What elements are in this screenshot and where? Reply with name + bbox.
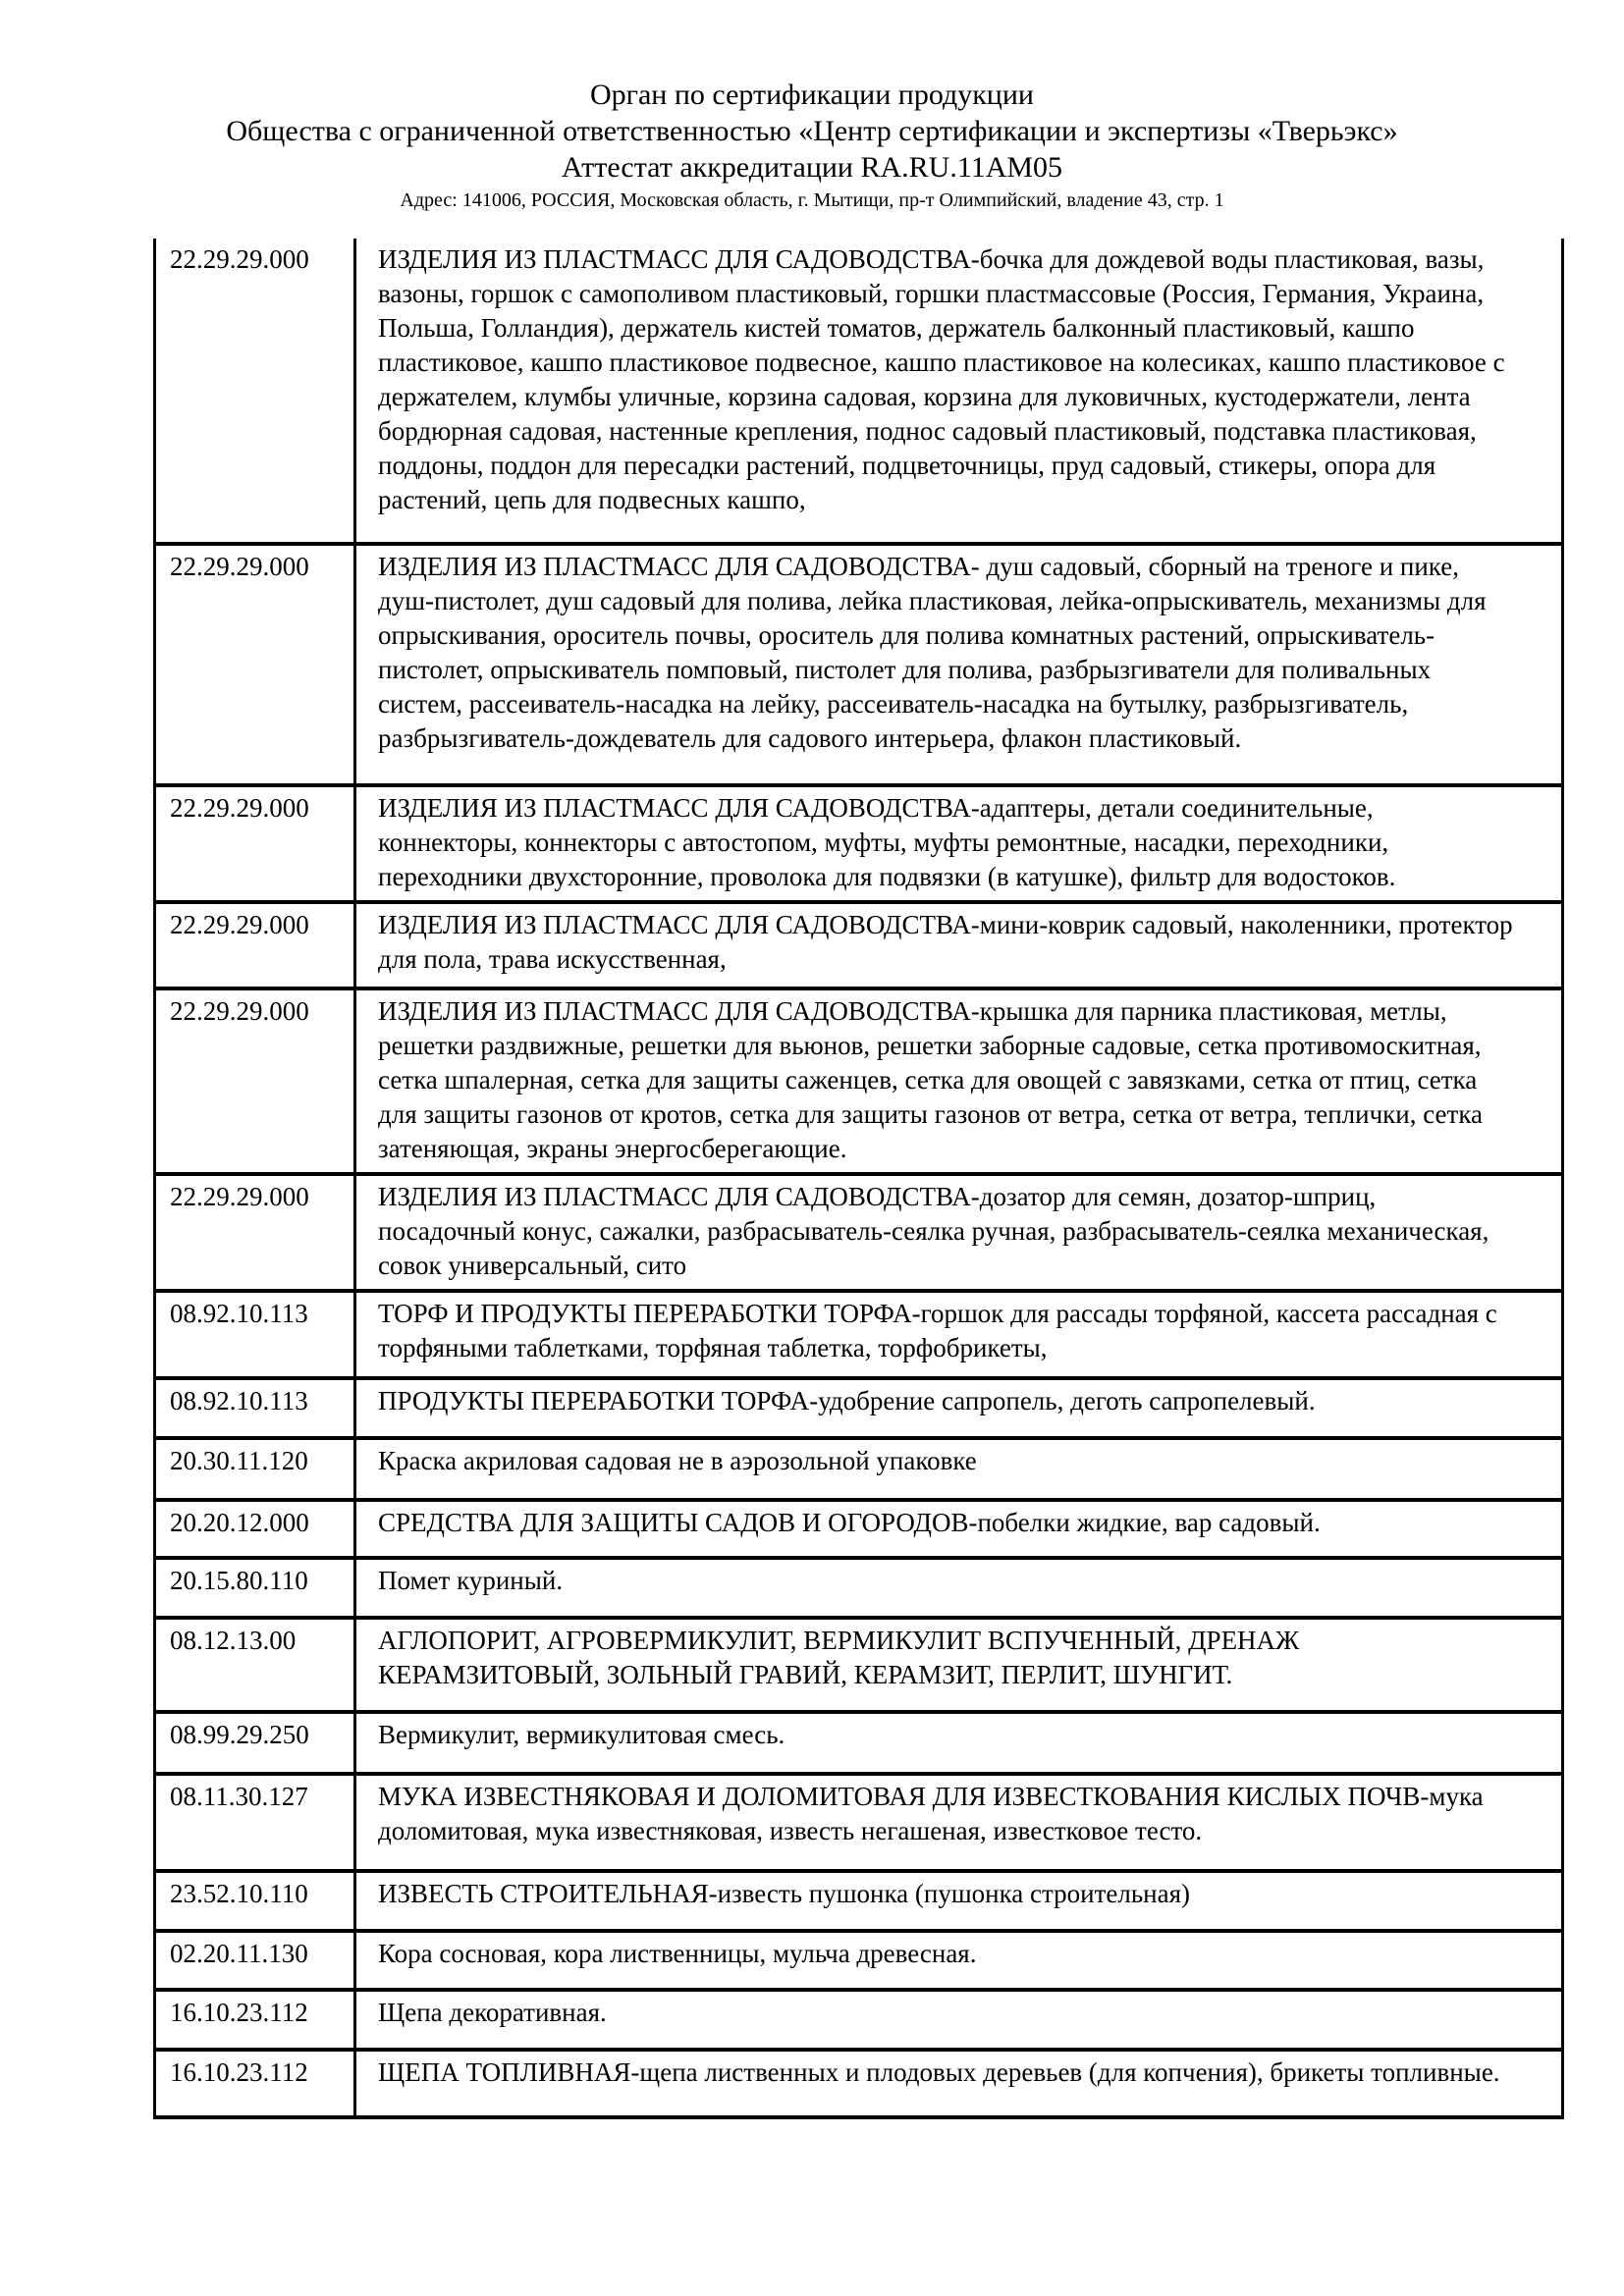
row-code: 22.29.29.000 xyxy=(170,910,309,939)
row-code: 16.10.23.112 xyxy=(170,1998,308,2027)
table-row xyxy=(156,1293,1561,1380)
row-description: Щепа декоративная. xyxy=(353,1992,1561,2048)
table-row xyxy=(156,1440,1561,1502)
table-row xyxy=(156,239,1561,546)
row-code: 22.29.29.000 xyxy=(170,996,309,1026)
row-description: ИЗДЕЛИЯ ИЗ ПЛАСТМАСС ДЛЯ САДОВОДСТВА-бочка для дождевой воды пластиковая, вазы, вазоны, горшок с самополивом пластиковый, горшки пластмассовые (Россия, Германия, Украина, Польша, Голландия), держатель кистей томатов, держатель балконный пластиковый, кашпо пластиковое, кашпо пластиковое подвесное, кашпо пластиковое на колесиках, кашпо пластиковое с держателем, клумбы уличные, корзина садовая, корзина для луковичных, кустодержатели, лента бордюрная садовая, настенные крепления, поднос садовый пластиковый, подставка пластиковая, поддоны, поддон для пересадки растений, подцветочницы, пруд садовый, стикеры, опора для растений, цепь для подвесных кашпо, xyxy=(353,239,1561,542)
row-description: ПРОДУКТЫ ПЕРЕРАБОТКИ ТОРФА-удобрение сапропель, деготь сапропелевый. xyxy=(353,1380,1561,1436)
table-row xyxy=(156,1380,1561,1440)
row-description: ИЗДЕЛИЯ ИЗ ПЛАСТМАСС ДЛЯ САДОВОДСТВА-дозатор для семян, дозатор-шприц, посадочный конус, сажалки, разбрасыватель-сеялка ручная, разбрасыватель-сеялка механическая, совок универсальный, сито xyxy=(353,1176,1561,1289)
table-row xyxy=(156,1176,1561,1293)
row-description: МУКА ИЗВЕСТНЯКОВАЯ И ДОЛОМИТОВАЯ ДЛЯ ИЗВЕСТКОВАНИЯ КИСЛЫХ ПОЧВ-мука доломитовая, мука известняковая, известь негашеная, известковое тесто. xyxy=(353,1776,1561,1869)
row-code: 02.20.11.130 xyxy=(170,1939,308,1968)
row-code: 20.15.80.110 xyxy=(170,1566,308,1595)
row-description: ИЗВЕСТЬ СТРОИТЕЛЬНАЯ-известь пушонка (пушонка строительная) xyxy=(353,1873,1561,1929)
row-description: ТОРФ И ПРОДУКТЫ ПЕРЕРАБОТКИ ТОРФА-горшок для рассады торфяной, кассета рассадная с торфяными таблетками, торфяная таблетка, торфобрикеты, xyxy=(353,1293,1561,1376)
header-company-line: Общества с ограниченной ответственностью «Центр сертификации и экспертизы «Тверьэкс» xyxy=(226,115,1398,147)
row-description: ИЗДЕЛИЯ ИЗ ПЛАСТМАСС ДЛЯ САДОВОДСТВА-адаптеры, детали соединительные, коннекторы, коннекторы с автостопом, муфты, муфты ремонтные, насадки, переходники, переходники двухсторонние, проволока для подвязки (в катушке), фильтр для водостоков. xyxy=(353,787,1561,900)
row-description: Краска акриловая садовая не в аэрозольной упаковке xyxy=(353,1440,1561,1498)
row-description: ИЗДЕЛИЯ ИЗ ПЛАСТМАСС ДЛЯ САДОВОДСТВА- душ садовый, сборный на треноге и пике, душ-пистолет, душ садовый для полива, лейка пластиковая, лейка-опрыскиватель, механизмы для опрыскивания, ороситель почвы, ороситель для полива комнатных растений, опрыскиватель-пистолет, опрыскиватель помповый, пистолет для полива, разбрызгиватели для поливальных систем, рассеиватель-насадка на лейку, рассеиватель-насадка на бутылку, разбрызгиватель, разбрызгиватель-дождеватель для садового интерьера, флакон пластиковый. xyxy=(353,546,1561,783)
row-code: 08.11.30.127 xyxy=(170,1782,308,1811)
row-description: СРЕДСТВА ДЛЯ ЗАЩИТЫ САДОВ И ОГОРОДОВ-побелки жидкие, вар садовый. xyxy=(353,1502,1561,1556)
row-description: Помет куриный. xyxy=(353,1560,1561,1616)
row-description: АГЛОПОРИТ, АГРОВЕРМИКУЛИТ, ВЕРМИКУЛИТ ВСПУЧЕННЫЙ, ДРЕНАЖ КЕРАМЗИТОВЫЙ, ЗОЛЬНЫЙ ГРАВИЙ, КЕРАМЗИТ, ПЕРЛИТ, ШУНГИТ. xyxy=(353,1620,1561,1710)
row-code: 22.29.29.000 xyxy=(170,552,309,581)
row-description: Вермикулит, вермикулитовая смесь. xyxy=(353,1714,1561,1772)
row-code: 22.29.29.000 xyxy=(170,244,309,274)
table-row xyxy=(156,1776,1561,1873)
table-row xyxy=(156,787,1561,904)
table-row xyxy=(156,904,1561,990)
table-row xyxy=(156,1992,1561,2052)
certification-table xyxy=(153,239,1564,2119)
table-row xyxy=(156,1933,1561,1992)
table-row xyxy=(156,546,1561,787)
row-description: ИЗДЕЛИЯ ИЗ ПЛАСТМАСС ДЛЯ САДОВОДСТВА-крышка для парника пластиковая, метлы, решетки раздвижные, решетки для вьюнов, решетки заборные садовые, сетка противомоскитная, сетка шпалерная, сетка для защиты саженцев, сетка для овощей с завязками, сетка от птиц, сетка для защиты газонов от кротов, сетка для защиты газонов от ветра, сетка от ветра, теплички, сетка затеняющая, экраны энергосберегающие. xyxy=(353,990,1561,1172)
table-row xyxy=(156,1714,1561,1776)
row-code: 16.10.23.112 xyxy=(170,2057,308,2087)
row-description: ИЗДЕЛИЯ ИЗ ПЛАСТМАСС ДЛЯ САДОВОДСТВА-мини-коврик садовый, наколенники, протектор для пола, трава искусственная, xyxy=(353,904,1561,987)
table-row xyxy=(156,2052,1561,2119)
row-code: 22.29.29.000 xyxy=(170,1182,309,1211)
header-org-line: Орган по сертификации продукции xyxy=(590,79,1034,111)
document-header xyxy=(0,77,1624,215)
table-row xyxy=(156,1502,1561,1560)
row-code: 08.92.10.113 xyxy=(170,1386,308,1415)
row-code: 08.99.29.250 xyxy=(170,1720,309,1749)
row-code: 08.92.10.113 xyxy=(170,1299,308,1328)
row-code: 22.29.29.000 xyxy=(170,793,309,823)
row-description: ЩЕПА ТОПЛИВНАЯ-щепа лиственных и плодовых деревьев (для копчения), брикеты топливные. xyxy=(353,2052,1561,2115)
row-description: Кора сосновая, кора лиственницы, мульча древесная. xyxy=(353,1933,1561,1988)
header-address-line: Адрес: 141006, РОССИЯ, Московская область, г. Мытищи, пр-т Олимпийский, владение 43, стр. 1 xyxy=(400,189,1224,211)
row-code: 08.12.13.00 xyxy=(170,1626,297,1655)
row-code: 20.20.12.000 xyxy=(170,1508,309,1537)
table-row xyxy=(156,990,1561,1176)
table-row xyxy=(156,1620,1561,1714)
row-code: 20.30.11.120 xyxy=(170,1446,308,1475)
table-row xyxy=(156,1873,1561,1933)
row-code: 23.52.10.110 xyxy=(170,1879,308,1908)
header-attestation-line: Аттестат аккредитации RA.RU.11АМ05 xyxy=(561,151,1063,184)
table-row xyxy=(156,1560,1561,1620)
